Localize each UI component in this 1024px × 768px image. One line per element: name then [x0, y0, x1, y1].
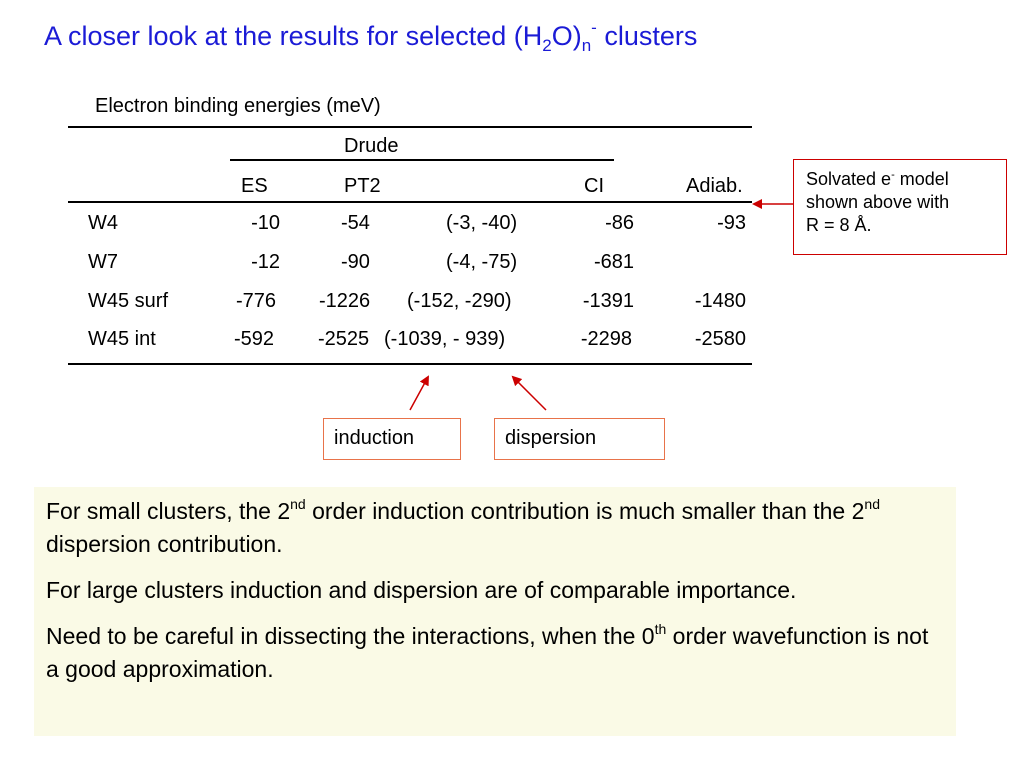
cell-pair: (-3, -40)	[446, 212, 518, 234]
cell-ci: -86	[605, 212, 634, 234]
row-label: W45 surf	[88, 290, 169, 312]
cell-es: -12	[251, 251, 280, 273]
cell-adiab: -2580	[694, 328, 746, 350]
cell-pt2: -54	[341, 212, 370, 234]
cell-es: -10	[251, 212, 280, 234]
dispersion-arrow	[513, 377, 546, 410]
column-header-adiab: Adiab.	[686, 175, 743, 197]
conclusion-small-clusters: For small clusters, the 2nd order induction contribution is much smaller than the 2nd dispersion contribution.	[46, 496, 880, 557]
induction-label-box: induction	[323, 418, 461, 460]
cell-ci: -2298	[580, 328, 632, 350]
cell-pair: (-152, -290)	[407, 290, 512, 312]
cell-ci: -681	[593, 251, 634, 273]
cell-adiab: -93	[717, 212, 746, 234]
cell-es: -776	[235, 290, 276, 312]
cell-pt2: -90	[341, 251, 370, 273]
slide-title: A closer look at the results for selected $(H_2O)_n^-$ clusters	[44, 18, 698, 55]
cell-es: -592	[233, 328, 274, 350]
row-label: W4	[88, 212, 118, 234]
conclusions-panel	[34, 487, 956, 736]
cell-pt2: -2525	[318, 328, 370, 350]
row-label: W7	[88, 251, 118, 273]
dispersion-label-box: dispersion	[494, 418, 665, 460]
conclusion-caution: Need to be careful in dissecting the interactions, when the 0th order wavefunction is not a good approximation.	[46, 621, 929, 682]
column-header-es: ES	[241, 175, 268, 197]
cell-pair: (-1039, - 939)	[384, 328, 506, 350]
induction-arrow	[410, 377, 428, 410]
solvated-model-note: Solvated e- model shown above with R = 8 Å.	[793, 159, 1007, 255]
column-header-ci: CI	[584, 175, 604, 197]
column-header-pt2: PT2	[344, 175, 381, 197]
cell-pair: (-4, -75)	[446, 251, 518, 273]
row-label: W45 int	[88, 328, 156, 350]
cell-adiab: -1480	[694, 290, 746, 312]
table-caption: Electron binding energies (meV)	[95, 95, 381, 117]
cell-pt2: -1226	[319, 290, 371, 312]
drude-group-header: Drude	[344, 135, 399, 157]
cell-ci: -1391	[582, 290, 634, 312]
conclusion-large-clusters: For large clusters induction and dispersion are of comparable importance.	[46, 577, 797, 603]
